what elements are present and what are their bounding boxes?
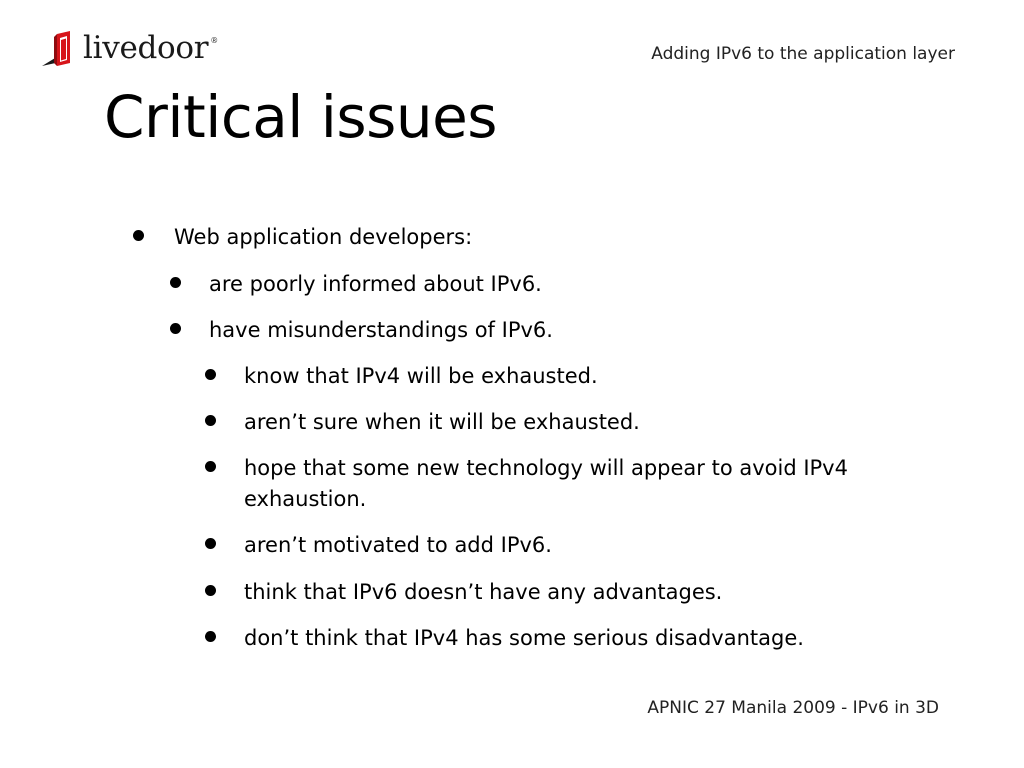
- header-subtitle: Adding IPv6 to the application layer: [651, 44, 955, 64]
- bullet-item: are poorly informed about IPv6.: [209, 272, 542, 296]
- bullet-item: Web application developers:: [174, 225, 473, 249]
- bullet-dot-icon: [205, 461, 216, 472]
- bullet-item: aren’t sure when it will be exhausted.: [244, 410, 640, 434]
- bullet-dot-icon: [205, 415, 216, 426]
- bullet-dot-icon: [205, 631, 216, 642]
- bullet-item: hope that some new technology will appear to avoid IPv4 exhaustion.: [244, 456, 848, 511]
- bullet-item: think that IPv6 doesn’t have any advantages.: [244, 580, 723, 604]
- bullet-dot-icon: [133, 230, 144, 241]
- slide-title: Critical issues: [104, 83, 498, 151]
- bullet-item: have misunderstandings of IPv6.: [209, 318, 553, 342]
- bullet-item: know that IPv4 will be exhausted.: [244, 364, 598, 388]
- livedoor-logo: [40, 30, 218, 70]
- bullet-dot-icon: [170, 323, 181, 334]
- livedoor-door-logo-icon: [40, 30, 80, 70]
- logo-wordmark: livedoor: [83, 30, 209, 66]
- bullet-dot-icon: [205, 585, 216, 596]
- footer-text: APNIC 27 Manila 2009 - IPv6 in 3D: [647, 698, 939, 718]
- logo-registered-mark: ®: [210, 35, 219, 45]
- bullet-dot-icon: [170, 277, 181, 288]
- bullet-dot-icon: [205, 369, 216, 380]
- bullet-item: aren’t motivated to add IPv6.: [244, 533, 552, 557]
- bullet-item: don’t think that IPv4 has some serious disadvantage.: [244, 626, 804, 650]
- bullet-dot-icon: [205, 538, 216, 549]
